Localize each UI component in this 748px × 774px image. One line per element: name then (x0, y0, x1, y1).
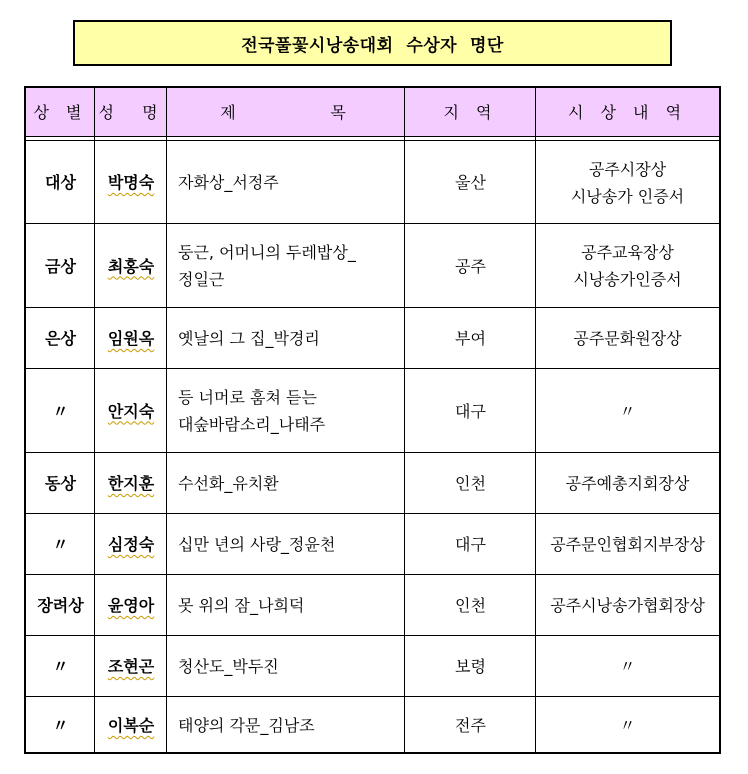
name-text: 조현곤 (107, 657, 155, 676)
cell-rank (26, 697, 95, 754)
table-row (26, 369, 719, 453)
prize-text: 공주시장상 시낭송가 인증서 (570, 159, 685, 206)
prize-text: 공주예총지회장상 (565, 474, 690, 493)
cell-rank (26, 636, 95, 697)
work-text: 못 위의 잠_나희덕 (178, 596, 305, 615)
region-text: 인천 (455, 596, 486, 615)
header-rank: 상 별 (26, 88, 95, 136)
cell-work (167, 224, 405, 308)
prize-text: 〃 (619, 401, 636, 421)
work-text: 자화상_서정주 (178, 173, 279, 192)
region-text: 울산 (455, 173, 486, 192)
cell-rank (26, 575, 95, 636)
table-row (26, 224, 719, 308)
document-title-box (73, 20, 672, 66)
header-name: 성 명 (95, 88, 167, 136)
name-text: 심정숙 (107, 535, 155, 554)
table-row (26, 308, 719, 369)
region-text: 인천 (455, 474, 486, 493)
cell-region (405, 453, 536, 514)
prize-text: 공주시낭송가협회장상 (550, 596, 705, 615)
column-divider (535, 88, 536, 752)
table-header-row (26, 88, 719, 136)
table-row (26, 697, 719, 754)
rank-text: 〃 (52, 716, 69, 735)
region-text: 대구 (455, 401, 486, 421)
rank-text: 대상 (45, 173, 76, 192)
work-text: 둥근, 어머니의 두레밥상_ 정일근 (178, 243, 356, 289)
cell-prize (536, 141, 719, 224)
prize-text: 〃 (619, 657, 636, 676)
cell-prize (536, 369, 719, 453)
cell-name (95, 308, 167, 369)
cell-rank (26, 514, 95, 575)
cell-work (167, 453, 405, 514)
cell-name (95, 697, 167, 754)
cell-region (405, 369, 536, 453)
name-text: 안지숙 (107, 401, 155, 421)
cell-name (95, 224, 167, 308)
prize-text: 공주교육장상 시낭송가인증서 (573, 243, 682, 289)
region-text: 부여 (455, 329, 486, 348)
cell-name (95, 514, 167, 575)
work-text: 옛날의 그 집_박경리 (178, 329, 320, 348)
table-row (26, 514, 719, 575)
work-text: 수선화_유치환 (178, 474, 279, 493)
document-title: 전국풀꽃시낭송대회 수상자 명단 (241, 35, 504, 56)
cell-work (167, 308, 405, 369)
name-text: 윤영아 (107, 596, 155, 615)
cell-prize (536, 636, 719, 697)
work-text: 십만 년의 사랑_정윤천 (178, 535, 336, 554)
region-text: 공주 (455, 256, 486, 276)
header-region: 지 역 (405, 88, 536, 136)
rank-text: 장려상 (37, 596, 84, 615)
column-divider (94, 88, 95, 752)
name-text: 임원옥 (107, 329, 155, 348)
table-row (26, 453, 719, 514)
rank-text: 은상 (45, 329, 76, 348)
prize-text: 공주문인협회지부장상 (550, 535, 705, 554)
work-text: 태양의 각문_김남조 (178, 716, 315, 735)
cell-prize (536, 224, 719, 308)
region-text: 대구 (455, 535, 486, 554)
header-work: 제 목 (167, 88, 405, 136)
header-prize: 시 상 내 역 (536, 88, 719, 136)
region-text: 보령 (455, 657, 486, 676)
cell-work (167, 697, 405, 754)
cell-work (167, 636, 405, 697)
winners-table (24, 86, 721, 754)
cell-rank (26, 308, 95, 369)
cell-name (95, 453, 167, 514)
rank-text: 동상 (45, 474, 76, 493)
cell-prize (536, 575, 719, 636)
column-divider (166, 88, 167, 752)
work-text: 등 너머로 훔쳐 듣는 대숲바람소리_나태주 (178, 388, 326, 434)
cell-work (167, 575, 405, 636)
cell-region (405, 308, 536, 369)
cell-rank (26, 369, 95, 453)
prize-text: 공주문화원장상 (573, 329, 682, 348)
name-text: 최홍숙 (107, 256, 155, 276)
name-text: 박명숙 (107, 173, 155, 192)
cell-rank (26, 224, 95, 308)
cell-region (405, 697, 536, 754)
cell-prize (536, 697, 719, 754)
rank-text: 〃 (52, 657, 69, 676)
cell-work (167, 141, 405, 224)
cell-name (95, 141, 167, 224)
cell-rank (26, 141, 95, 224)
column-divider (404, 88, 405, 752)
cell-prize (536, 514, 719, 575)
rank-text: 〃 (52, 401, 69, 421)
name-text: 이복순 (107, 716, 155, 735)
table-row (26, 636, 719, 697)
cell-name (95, 636, 167, 697)
rank-text: 금상 (45, 256, 76, 276)
region-text: 전주 (455, 716, 486, 735)
cell-region (405, 141, 536, 224)
cell-prize (536, 453, 719, 514)
cell-rank (26, 453, 95, 514)
table-row (26, 141, 719, 224)
prize-text: 〃 (619, 716, 636, 735)
name-text: 한지훈 (107, 474, 155, 493)
cell-name (95, 575, 167, 636)
table-row (26, 575, 719, 636)
cell-region (405, 636, 536, 697)
cell-region (405, 575, 536, 636)
cell-region (405, 224, 536, 308)
cell-work (167, 514, 405, 575)
cell-work (167, 369, 405, 453)
cell-name (95, 369, 167, 453)
cell-prize (536, 308, 719, 369)
rank-text: 〃 (52, 535, 69, 554)
work-text: 청산도_박두진 (178, 657, 279, 676)
cell-region (405, 514, 536, 575)
